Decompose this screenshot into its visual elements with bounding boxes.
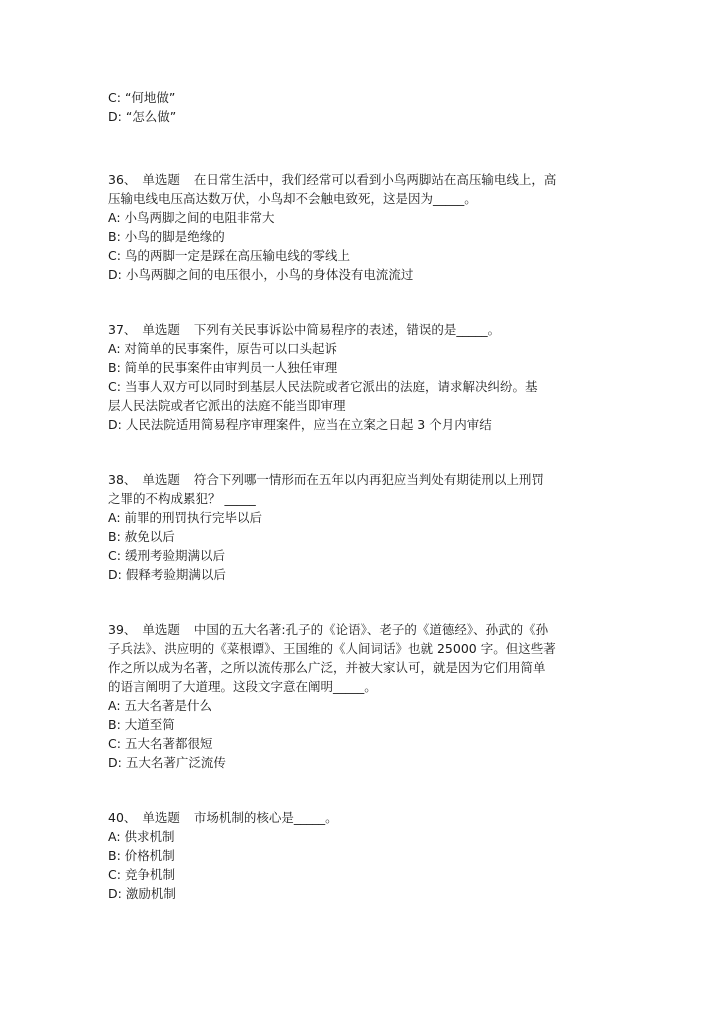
question-stem	[108, 470, 616, 489]
question-type: 单选题	[142, 172, 180, 187]
question-38	[108, 470, 616, 584]
option-label: C:	[108, 90, 121, 105]
question-stem	[108, 808, 616, 827]
question-number: 36、	[108, 172, 137, 187]
question-stem	[108, 320, 616, 339]
question-type: 单选题	[142, 472, 180, 487]
option-c: C: 鸟的两脚一定是踩在高压输电线的零线上	[108, 248, 350, 263]
option-b: B: 赦免以后	[108, 529, 175, 544]
question-39	[108, 620, 616, 772]
question-type: 单选题	[142, 322, 180, 337]
option-d: D: 五大名著广泛流传	[108, 755, 226, 770]
stem-line: 市场机制的核心是_____。	[193, 810, 338, 825]
option-a: A: 小鸟两脚之间的电阻非常大	[108, 210, 275, 225]
stem-line: 下列有关民事诉讼中简易程序的表述，错误的是_____。	[193, 322, 501, 337]
question-40	[108, 808, 616, 903]
option-d: D: 小鸟两脚之间的电压很小，小鸟的身体没有电流流过	[108, 267, 414, 282]
option-a: A: 五大名著是什么	[108, 698, 213, 713]
stem-line: 子兵法》、洪应明的《菜根谭》、王国维的《人间词话》也就 25000 字。但这些著	[108, 641, 556, 656]
option-c-continued: 层人民法院或者它派出的法庭不能当即审理	[108, 398, 346, 413]
stem-line: 的语言阐明了大道理。这段文字意在阐明_____。	[108, 679, 377, 694]
exam-page	[108, 88, 616, 903]
stem-line: 符合下列哪一情形而在五年以内再犯应当判处有期徒刑以上刑罚	[193, 472, 544, 487]
previous-question-options	[108, 88, 616, 126]
option-b: B: 大道至简	[108, 717, 175, 732]
question-type: 单选题	[142, 810, 180, 825]
option-text: “怎么做”	[125, 109, 177, 124]
option-d: D: 假释考验期满以后	[108, 567, 226, 582]
stem-line: 之罪的不构成累犯？ _____	[108, 491, 256, 506]
option-a: A: 前罪的刑罚执行完毕以后	[108, 510, 263, 525]
option-c: C: 当事人双方可以同时到基层人民法院或者它派出的法庭，请求解决纠纷。基	[108, 379, 538, 394]
option-c: C: 五大名著都很短	[108, 736, 213, 751]
question-type: 单选题	[142, 622, 180, 637]
option-c: C: 竞争机制	[108, 867, 175, 882]
option-d: D: 激励机制	[108, 886, 176, 901]
option-c: C: 缓刑考验期满以后	[108, 548, 225, 563]
option-d: D: 人民法院适用简易程序审理案件，应当在立案之日起 3 个月内审结	[108, 417, 492, 432]
question-37	[108, 320, 616, 434]
stem-line: 压输电线电压高达数万伏，小鸟却不会触电致死，这是因为_____。	[108, 191, 477, 206]
option-a: A: 对简单的民事案件，原告可以口头起诉	[108, 341, 338, 356]
question-36	[108, 170, 616, 284]
option-text: “何地做”	[124, 90, 176, 105]
option-c	[108, 88, 616, 107]
question-number: 38、	[108, 472, 137, 487]
stem-line: 在日常生活中，我们经常可以看到小鸟两脚站在高压输电线上，高	[193, 172, 557, 187]
stem-line: 作之所以成为名著，之所以流传那么广泛，并被大家认可，就是因为它们用简单	[108, 660, 546, 675]
option-label: D:	[108, 109, 122, 124]
question-stem	[108, 620, 616, 639]
question-number: 40、	[108, 810, 137, 825]
question-stem	[108, 170, 616, 189]
option-b: B: 简单的民事案件由审判员一人独任审理	[108, 360, 338, 375]
option-a: A: 供求机制	[108, 829, 175, 844]
option-b: B: 价格机制	[108, 848, 175, 863]
question-number: 39、	[108, 622, 137, 637]
option-b: B: 小鸟的脚是绝缘的	[108, 229, 225, 244]
option-d	[108, 107, 616, 126]
stem-line: 中国的五大名著:孔子的《论语》、老子的《道德经》、孙武的《孙	[193, 622, 549, 637]
question-number: 37、	[108, 322, 137, 337]
